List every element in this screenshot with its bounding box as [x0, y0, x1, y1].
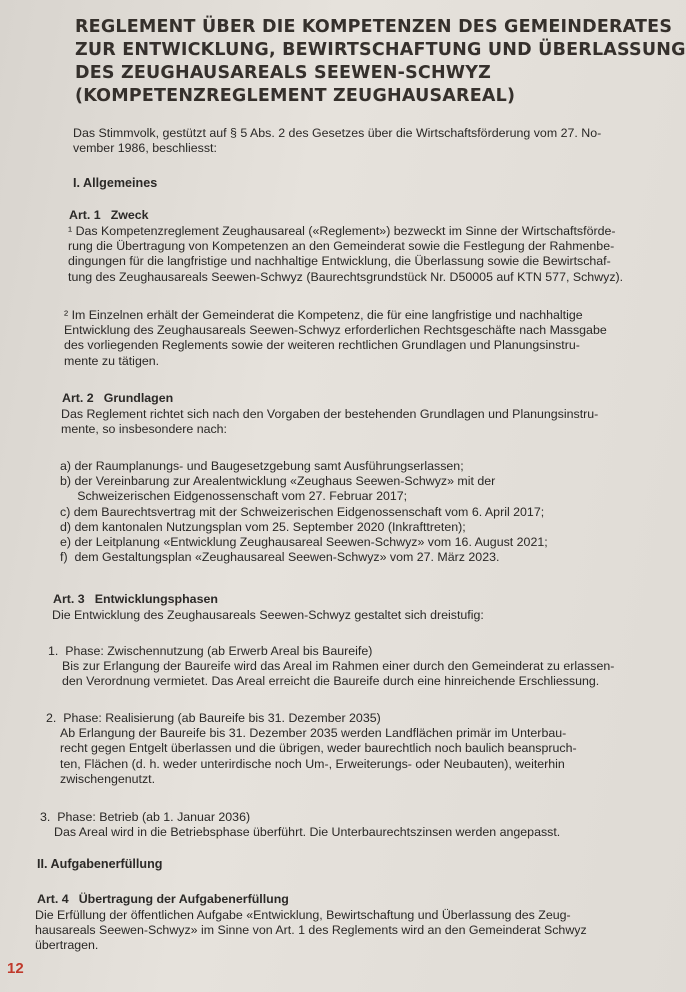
- title-line: ZUR ENTWICKLUNG, BEWIRTSCHAFTUNG UND ÜBERLASSUNG: [75, 40, 686, 60]
- text-line: hausareals Seewen-Schwyz» im Sinne von Art. 1 des Reglements wird an den Gemeinderat Schwyz: [35, 923, 587, 938]
- article-3-paragraph: Die Entwicklung des Zeughausareals Seewen-Schwyz gestaltet sich dreistufig:: [52, 608, 484, 622]
- text-line: Bis zur Erlangung der Baureife wird das Areal im Rahmen einer durch den Gemeinderat zu erlassen-: [62, 659, 615, 674]
- text-line: tung des Zeughausareals Seewen-Schwyz (Baurechtsgrundstück Nr. D50005 auf KTN 577, Schwyz).: [68, 269, 624, 284]
- article-1-paragraph-1: [68, 224, 624, 285]
- title-line: REGLEMENT ÜBER DIE KOMPETENZEN DES GEMEINDERATES: [75, 17, 673, 37]
- phase-2: [46, 711, 586, 787]
- text-line: rung die Übertragung von Kompetenzen an den Gemeinderat sowie die Festlegung der Rahmenbe-: [68, 239, 615, 254]
- article-title: Entwicklungsphasen: [94, 592, 218, 606]
- text-line: des vorliegenden Reglements sowie der weiteren rechtlichen Grundlagen und Planungsinstru-: [64, 338, 580, 353]
- text-line: ten, Flächen (d. h. weder unterirdische noch Um-, Erweiterungs- oder Neubauten), weiterhin: [60, 756, 565, 771]
- text-line: mente zu tätigen.: [64, 353, 160, 368]
- article-number: Art. 1: [69, 208, 101, 222]
- text-line: dingungen für die langfristige und nachhaltige Entwicklung, die Überlassung sowie die Bewirtschaf-: [68, 254, 611, 269]
- text-line: übertragen.: [35, 938, 99, 953]
- article-2-list: [60, 459, 600, 565]
- text-line: Ab Erlangung der Baureife bis 31. Dezember 2035 werden Landflächen primär im Unterbau-: [60, 726, 567, 741]
- article-2-heading: [62, 391, 173, 406]
- article-title: Zweck: [110, 208, 149, 222]
- list-item: d) dem kantonalen Nutzungsplan vom 25. September 2020 (Inkrafttreten);: [60, 519, 466, 534]
- text-line: Entwicklung des Zeughausareals Seewen-Schwyz erforderlichen Rechtsgeschäfte nach Massgabe: [64, 323, 607, 338]
- list-item: e) der Leitplanung «Entwicklung Zeughausareal Seewen-Schwyz» vom 16. August 2021;: [60, 535, 548, 550]
- intro-paragraph: [73, 126, 613, 156]
- section-heading-aufgabenerfuellung: II. Aufgabenerfüllung: [37, 857, 163, 871]
- list-item: f) dem Gestaltungsplan «Zeughausareal Seewen-Schwyz» vom 27. März 2023.: [60, 550, 500, 565]
- list-item: Schweizerischen Eidgenossenschaft vom 27. Februar 2017;: [60, 489, 408, 504]
- text-line: den Verordnung vermietet. Das Areal erreicht die Baureife durch eine hinreichende Erschliessung.: [62, 674, 600, 689]
- text-line: Die Erfüllung der öffentlichen Aufgabe «Entwicklung, Bewirtschaftung und Überlassung des Zeug-: [35, 908, 571, 922]
- section-heading-allgemeines: I. Allgemeines: [73, 176, 158, 190]
- list-item: b) der Vereinbarung zur Arealentwicklung «Zeughaus Seewen-Schwyz» mit der: [60, 474, 496, 489]
- article-title: Übertragung der Aufgabenerfüllung: [78, 892, 289, 906]
- article-1-heading: [69, 208, 149, 223]
- article-title: Grundlagen: [103, 391, 174, 405]
- article-number: Art. 4: [37, 892, 69, 906]
- text-line: ¹ Das Kompetenzreglement Zeughausareal («Reglement») bezweckt im Sinne der Wirtschaftsförde-: [68, 224, 616, 238]
- article-number: Art. 2: [62, 391, 94, 405]
- list-item: a) der Raumplanungs- und Baugesetzgebung samt Ausführungserlassen;: [60, 459, 464, 473]
- title-line: (KOMPETENZREGLEMENT ZEUGHAUSAREAL): [75, 86, 516, 106]
- text-line: Das Stimmvolk, gestützt auf § 5 Abs. 2 des Gesetzes über die Wirtschaftsförderung vom 27. No-: [73, 126, 602, 140]
- article-4-paragraph: [35, 908, 587, 954]
- article-number: Art. 3: [53, 592, 85, 606]
- article-1-paragraph-2: [64, 308, 607, 369]
- phase-heading: 3. Phase: Betrieb (ab 1. Januar 2036): [40, 810, 251, 824]
- phase-heading: 2. Phase: Realisierung (ab Baureife bis 31. Dezember 2035): [46, 711, 381, 725]
- page-number: 12: [7, 960, 24, 977]
- text-line: ² Im Einzelnen erhält der Gemeinderat die Kompetenz, die für eine langfristige und nachhaltige: [64, 308, 583, 322]
- document-title: [75, 16, 686, 108]
- phase-1: [48, 644, 615, 690]
- phase-3: [40, 810, 580, 840]
- text-line: mente, so insbesondere nach:: [61, 422, 228, 437]
- text-line: vember 1986, beschliesst:: [73, 141, 217, 156]
- article-3-heading: [53, 592, 218, 607]
- article-2-paragraph: [61, 407, 601, 437]
- article-4-heading: [37, 892, 289, 907]
- list-item: c) dem Baurechtsvertrag mit der Schweizerischen Eidgenossenschaft vom 6. April 2017;: [60, 504, 545, 519]
- title-line: DES ZEUGHAUSAREALS SEEWEN-SCHWYZ: [75, 63, 492, 83]
- text-line: zwischengenutzt.: [60, 771, 156, 786]
- text-line: recht gegen Entgelt überlassen und die übrigen, weder baurechtlich noch baulich beanspruch-: [60, 741, 577, 756]
- phase-heading: 1. Phase: Zwischennutzung (ab Erwerb Areal bis Baureife): [48, 644, 373, 658]
- text-line: Das Reglement richtet sich nach den Vorgaben der bestehenden Grundlagen und Planungsinstru-: [61, 407, 599, 421]
- text-line: Das Areal wird in die Betriebsphase überführt. Die Unterbaurechtszinsen werden angepasst.: [54, 825, 561, 840]
